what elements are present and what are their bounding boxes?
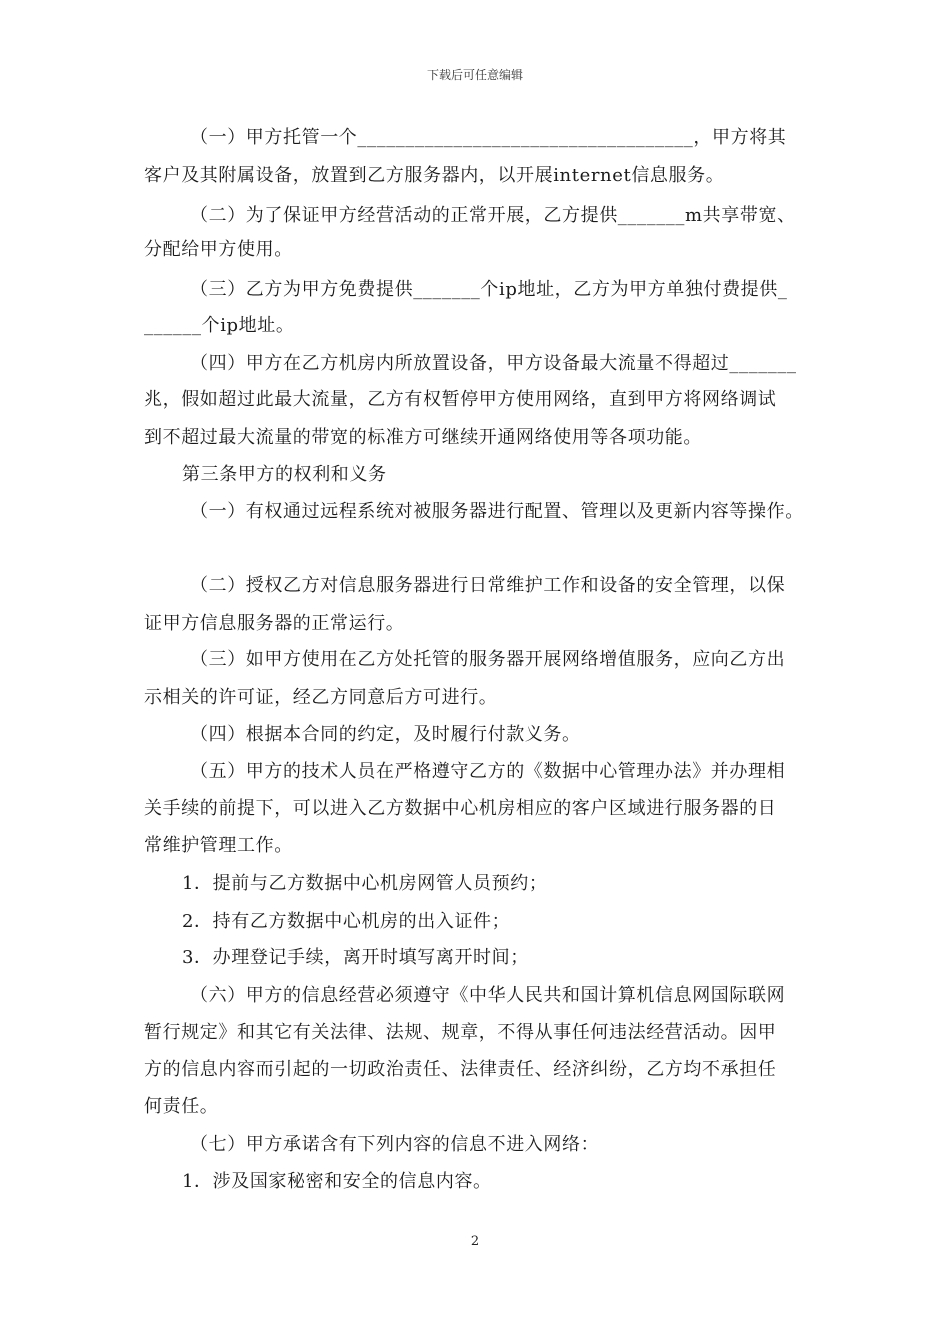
paragraph-line: （二）为了保证甲方经营活动的正常开展，乙方提供_______m共享带宽、 [190, 205, 796, 226]
paragraph-line: 暂行规定》和其它有关法律、法规、规章，不得从事任何违法经营活动。因甲 [144, 1022, 777, 1043]
list-item: 1．涉及国家秘密和安全的信息内容。 [182, 1171, 492, 1192]
list-item: 1．提前与乙方数据中心机房网管人员预约； [182, 873, 548, 894]
paragraph-line: 兆，假如超过此最大流量，乙方有权暂停甲方使用网络，直到甲方将网络调试 [144, 389, 777, 410]
list-item: 3．办理登记手续，离开时填写离开时间； [182, 947, 529, 968]
paragraph-line: ______个ip地址。 [144, 315, 295, 336]
paragraph-line: （七）甲方承诺含有下列内容的信息不进入网络： [190, 1134, 600, 1155]
paragraph-line: （一）有权通过远程系统对被服务器进行配置、管理以及更新内容等操作。 [190, 501, 804, 522]
page-number: 2 [470, 1234, 480, 1249]
paragraph-line: （四）甲方在乙方机房内所放置设备，甲方设备最大流量不得超过_______ [190, 353, 797, 374]
paragraph-line: 分配给甲方使用。 [144, 239, 293, 260]
paragraph-line: （二）授权乙方对信息服务器进行日常维护工作和设备的安全管理，以保 [190, 575, 786, 596]
paragraph-line: （四）根据本合同的约定，及时履行付款义务。 [190, 724, 581, 745]
paragraph-line: 关手续的前提下，可以进入乙方数据中心机房相应的客户区域进行服务器的日 [144, 798, 777, 819]
paragraph-line: 客户及其附属设备，放置到乙方服务器内，以开展internet信息服务。 [144, 165, 725, 186]
paragraph-line: （三）如甲方使用在乙方处托管的服务器开展网络增值服务，应向乙方出 [190, 649, 786, 670]
paragraph-line: 方的信息内容而引起的一切政治责任、法律责任、经济纠纷，乙方均不承担任 [144, 1059, 777, 1080]
page-header: 下载后可任意编辑 [426, 68, 523, 82]
paragraph-line: （五）甲方的技术人员在严格遵守乙方的《数据中心管理办法》并办理相 [190, 761, 786, 782]
paragraph-line: 常维护管理工作。 [144, 835, 293, 856]
section-heading: 第三条甲方的权利和义务 [182, 464, 387, 485]
list-item: 2．持有乙方数据中心机房的出入证件； [182, 911, 511, 932]
paragraph-line: 证甲方信息服务器的正常运行。 [144, 613, 405, 634]
paragraph-line: 示相关的许可证，经乙方同意后方可进行。 [144, 687, 498, 708]
paragraph-line: （三）乙方为甲方免费提供_______个ip地址，乙方为甲方单独付费提供_ [190, 279, 788, 300]
paragraph-line: （六）甲方的信息经营必须遵守《中华人民共和国计算机信息网国际联网 [190, 985, 786, 1006]
paragraph-line: （一）甲方托管一个___________________________________，甲方将其 [190, 127, 787, 148]
paragraph-line: 何责任。 [144, 1096, 219, 1117]
paragraph-line: 到不超过最大流量的带宽的标准方可继续开通网络使用等各项功能。 [144, 427, 702, 448]
